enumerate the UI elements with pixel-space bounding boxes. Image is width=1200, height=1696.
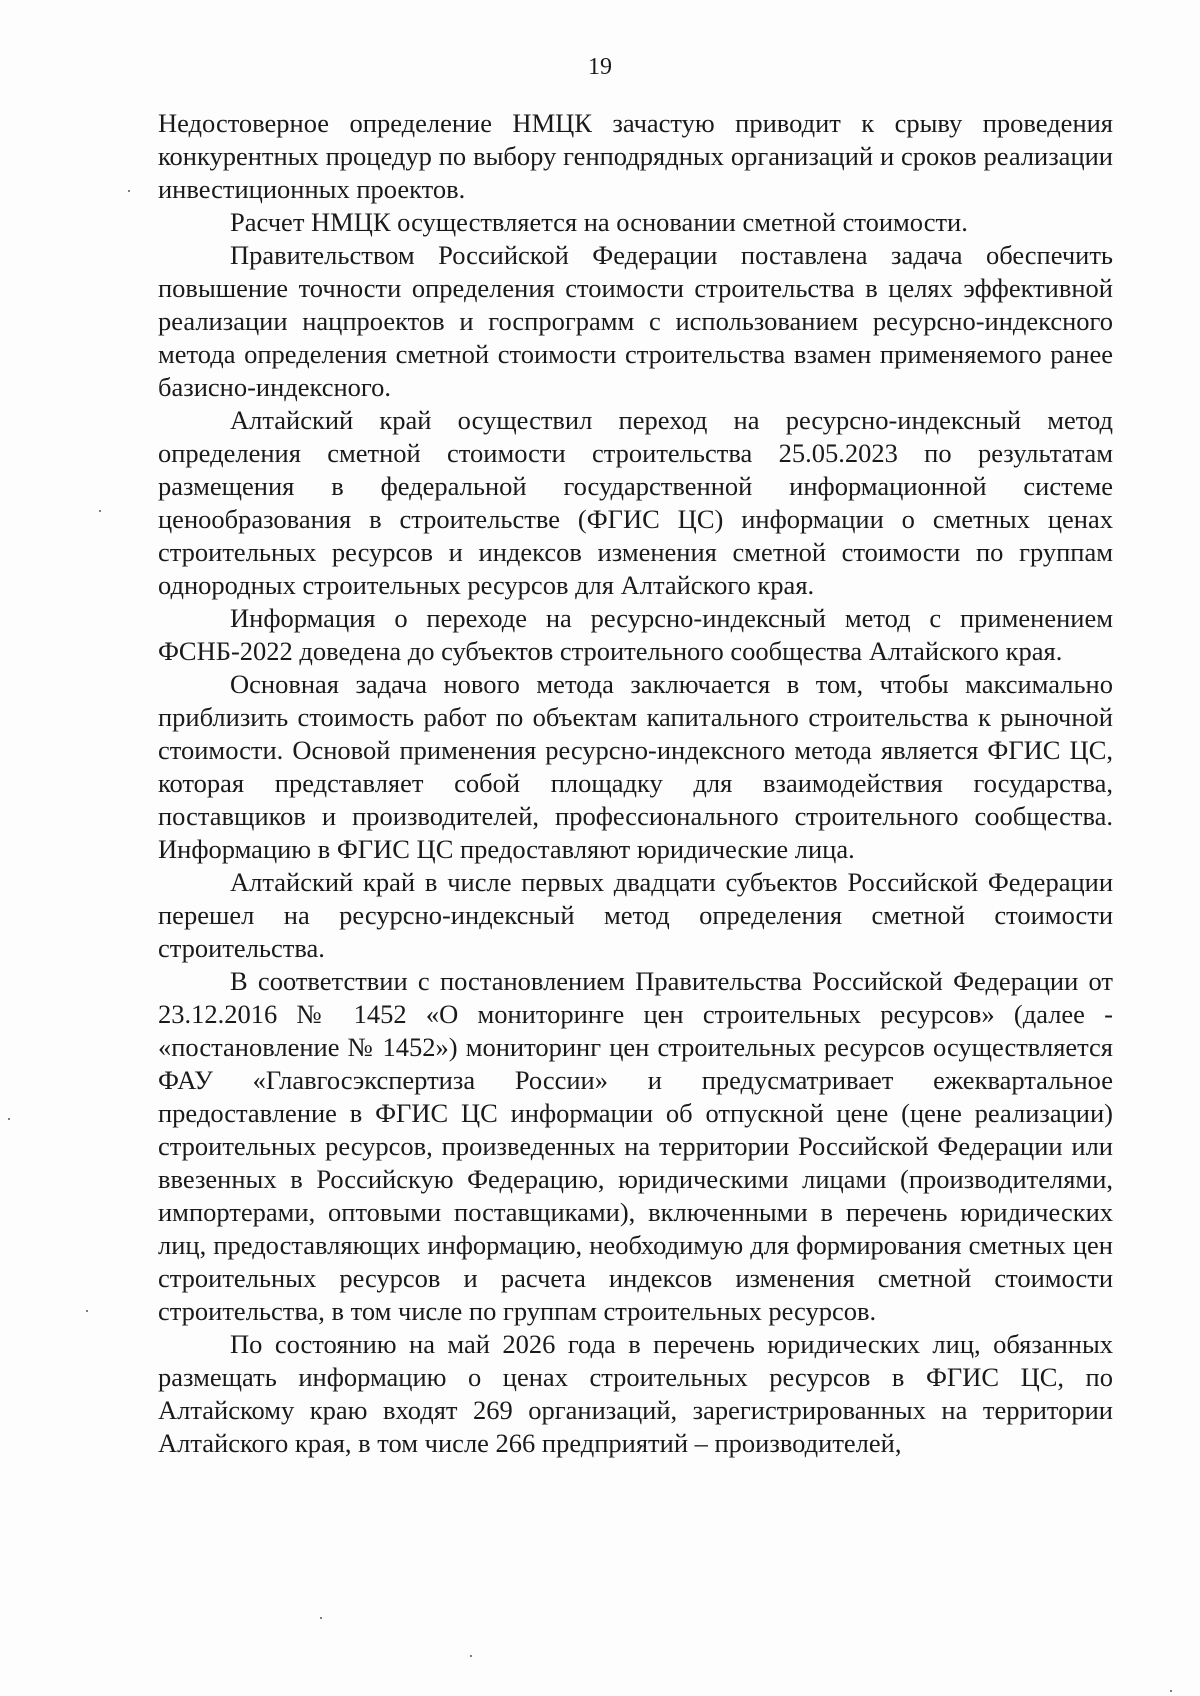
scan-speck [470, 1655, 472, 1657]
paragraph-2: Расчет НМЦК осуществляется на основании сметной стоимости. [230, 207, 968, 237]
paragraph-9: По состоянию на май 2026 года в перечень юридических лиц, обязанных размещать информацию о ценах строительных ресурсов в ФГИС ЦС, по Алтайскому краю входят 269 организаций, зарегистрированных на территории Алтайского края, в том числе 266 предприятий – производителей, [158, 1329, 1113, 1458]
paragraph-1: Недостоверное определение НМЦК зачастую приводит к срыву проведения конкурентных процедур по выбору генподрядных организаций и сроков реализации инвестиционных проектов. [158, 108, 1113, 204]
paragraph-3: Правительством Российской Федерации поставлена задача обеспечить повышение точности определения стоимости строительства в целях эффективной реализации нацпроектов и госпрограмм с использованием ресурсно-индексного метода определения сметной стоимости строительства взамен применяемого ранее базисно-индексного. [158, 240, 1113, 402]
scan-speck [128, 190, 130, 192]
paragraph-6: Основная задача нового метода заключается в том, чтобы максимально приблизить стоимость работ по объектам капитального строительства к рыночной стоимости. Основой применения ресурсно-индексного метода является ФГИС ЦС, которая представляет собой площадку для взаимодействия государства, поставщиков и производителей, профессионального строительного сообщества. Информацию в ФГИС ЦС предоставляют юридические лица. [158, 669, 1113, 864]
scan-speck [320, 1617, 322, 1619]
page-number: 19 [588, 54, 612, 80]
scan-speck [1170, 1690, 1172, 1692]
paragraph-7: Алтайский край в числе первых двадцати субъектов Российской Федерации перешел на ресурсно-индексный метод определения сметной стоимости строительства. [158, 867, 1113, 963]
scan-speck [8, 1118, 10, 1120]
scan-speck [99, 510, 101, 512]
document-body [158, 107, 1113, 1460]
paragraph-5: Информация о переходе на ресурсно-индексный метод с применением ФСНБ-2022 доведена до субъектов строительного сообщества Алтайского края. [158, 603, 1113, 666]
scan-speck [86, 1310, 88, 1312]
paragraph-4: Алтайский край осуществил переход на ресурсно-индексный метод определения сметной стоимости строительства 25.05.2023 по результатам размещения в федеральной государственной информационной системе ценообразования в строительстве (ФГИС ЦС) информации о сметных ценах строительных ресурсов и индексов изменения сметной стоимости по группам однородных строительных ресурсов для Алтайского края. [158, 405, 1113, 600]
paragraph-8: В соответствии с постановлением Правительства Российской Федерации от 23.12.2016 № 1452 «О мониторинге цен строительных ресурсов» (далее - «постановление № 1452») мониторинг цен строительных ресурсов осуществляется ФАУ «Главгосэкспертиза России» и предусматривает ежеквартальное предоставление в ФГИС ЦС информации об отпускной цене (цене реализации) строительных ресурсов, произведенных на территории Российской Федерации или ввезенных в Российскую Федерацию, юридическими лицами (производителями, импортерами, оптовыми поставщиками), включенными в перечень юридических лиц, предоставляющих информацию, необходимую для формирования сметных цен строительных ресурсов и расчета индексов изменения сметной стоимости строительства, в том числе по группам строительных ресурсов. [158, 966, 1113, 1326]
